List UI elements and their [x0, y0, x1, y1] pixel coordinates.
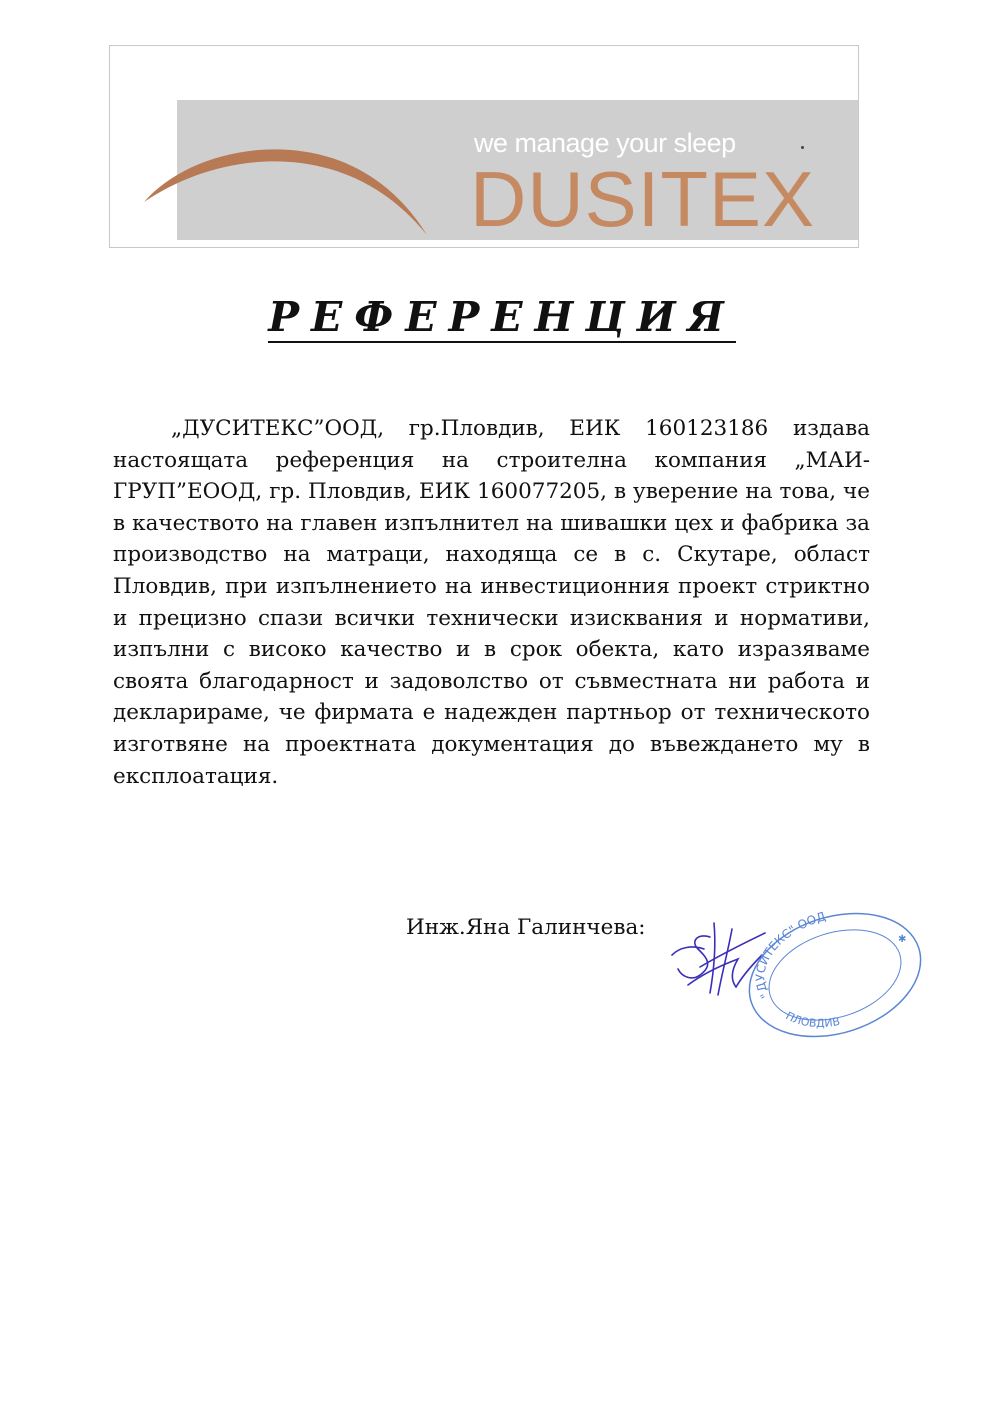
stamp-city-text: ПЛОВДИВ: [783, 1009, 841, 1030]
document-title-text: РЕФЕРЕНЦИЯ: [268, 293, 736, 341]
signatory-name: Инж.Яна Галинчева:: [406, 915, 646, 940]
stamp-company-text: "ДУСИТЕКС" ООД: [753, 909, 828, 1001]
logo-swoosh: [142, 140, 442, 250]
letterhead-tagline: we manage your sleep: [474, 128, 736, 158]
svg-text:✱: ✱: [898, 934, 907, 945]
svg-text:"ДУСИТЕКС" ООД: [753, 909, 827, 1001]
company-stamp: [730, 900, 930, 1050]
body-paragraph: „ДУСИТЕКС”ООД, гр.Пловдив, ЕИК 160123186 издава настоящата референция на строителна компания „МАИ-ГРУП”ЕООД, гр. Пловдив, ЕИК 160077205, в уверение на това, че в качеството на главен изпълнител на шивашки цех и фабрика за производство на матраци, находяща се в с. Скутаре, област Пловдив, при изпълнението на инвестиционния проект стриктно и прецизно спази всички технически изисквания и нормативи, изпълни с високо качество и в срок обекта, като изразяваме своята благодарност и задоволство от съвместната ни работа и декларираме, че фирмата е надежден партньор от техническото изготвяне на проектната документация до въвеждането му в експлоатация.: [113, 416, 870, 789]
letterhead-brand: DUSITEX: [470, 155, 816, 243]
document-title: [0, 293, 992, 343]
brand-dot: [801, 146, 804, 149]
svg-text:ПЛОВДИВ: [783, 1009, 841, 1030]
